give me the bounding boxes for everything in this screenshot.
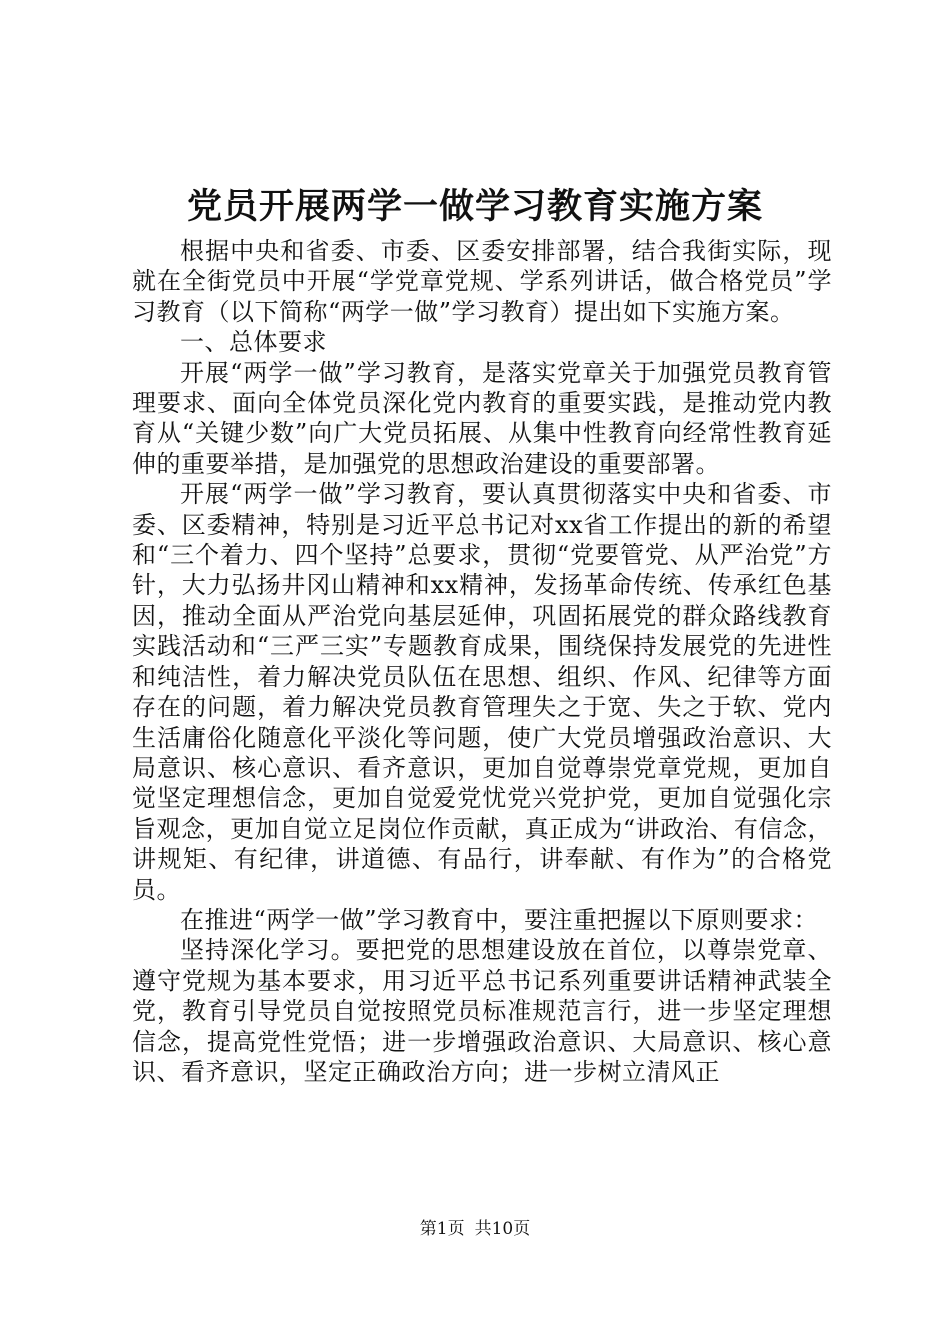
paragraph-intro: 根据中央和省委、市委、区委安排部署，结合我街实际，现就在全街党员中开展“学党章党规、学系列讲话，做合格党员”学习教育（以下简称“两学一做”学习教育）提出如下实施方案。 <box>132 237 832 326</box>
document-body <box>132 236 832 1087</box>
paragraph-principles-intro: 在推进“两学一做”学习教育中，要注重把握以下原则要求： <box>180 905 819 934</box>
page-number: 第1页 <box>419 1219 465 1239</box>
document-title: 党员开展两学一做学习教育实施方案 <box>186 186 763 227</box>
paragraph-requirements: 开展“两学一做”学习教育，要认真贯彻落实中央和省委、市委、区委精神，特别是习近平总书记对xx省工作提出的新的希望和“三个着力、四个坚持”总要求，贯彻“党要管党、从严治党”方针，大力弘扬井冈山精神和xx精神，发扬革命传统、传承红色基因，推动全面从严治党向基层延伸，巩固拓展党的群众路线教育实践活动和“三严三实”专题教育成果，围绕保持发展党的先进性和纯洁性，着力解决党员队伍在思想、组织、作风、纪律等方面存在的问题，着力解决党员教育管理失之于宽、失之于软、党内生活庸俗化随意化平淡化等问题，使广大党员增强政治意识、大局意识、核心意识、看齐意识，更加自觉尊崇党章党规，更加自觉坚定理想信念，更加自觉爱党忧党兴党护党，更加自觉强化宗旨观念，更加自觉立足岗位作贡献，真正成为“讲政治、有信念，讲规矩、有纪律，讲道德、有品行，讲奉献、有作为”的合格党员。 <box>132 480 832 904</box>
section-heading: 一、总体要求 <box>180 328 327 357</box>
paragraph-deepen-study: 坚持深化学习。要把党的思想建设放在首位，以尊崇党章、遵守党规为基本要求，用习近平总书记系列重要讲话精神武装全党，教育引导党员自觉按照党员标准规范言行，进一步坚定理想信念，提高党性党悟；进一步增强政治意识、大局意识、核心意识、看齐意识，坚定正确政治方向；进一步树立清风正 <box>132 936 832 1086</box>
page-footer <box>0 1217 950 1241</box>
paragraph-significance: 开展“两学一做”学习教育，是落实党章关于加强党员教育管理要求、面向全体党员深化党内教育的重要实践，是推动党内教育从“关键少数”向广大党员拓展、从集中性教育向经常性教育延伸的重要举措，是加强党的思想政治建设的重要部署。 <box>132 358 832 478</box>
page-total: 共10页 <box>474 1219 531 1239</box>
